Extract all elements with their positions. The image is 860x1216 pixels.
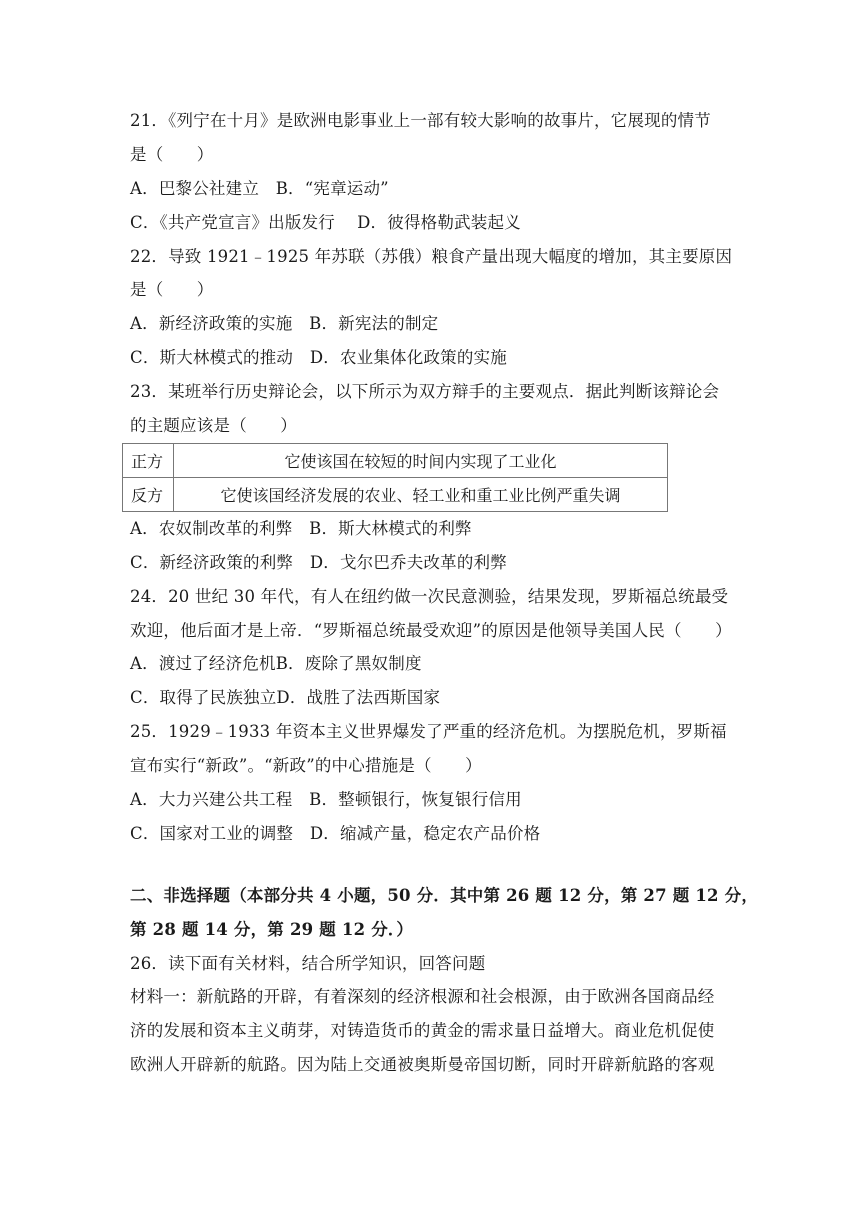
question-23-options-cd: C．新经济政策的利弊 D．戈尔巴乔夫改革的利弊	[130, 552, 507, 572]
section-2-heading-line-1: 二、非选择题（本部分共 4 小题，50 分．其中第 26 题 12 分，第 27 题 12 分，	[130, 885, 759, 905]
debate-table	[122, 443, 668, 512]
question-21-stem-line-1: 21．《列宁在十月》是欧洲电影事业上一部有较大影响的故事片，它展现的情节	[130, 111, 711, 130]
question-22-stem-line-1: 22．导致 1921﹣1925 年苏联（苏俄）粮食产量出现大幅度的增加，其主要原因	[130, 246, 733, 266]
section-spacer	[130, 851, 730, 879]
question-21	[130, 104, 730, 240]
debate-row-pro	[123, 443, 668, 477]
question-21-options-cd: C．《共产党宣言》出版发行 D．彼得格勒武装起义	[130, 212, 521, 232]
debate-con-label: 反方	[123, 477, 174, 511]
material-1-line-1: 材料一：新航路的开辟，有着深刻的经济根源和社会根源，由于欧洲各国商品经	[130, 987, 715, 1007]
question-23-stem-line-2: 的主题应该是（ ）	[130, 416, 297, 436]
question-23-options-ab: A．农奴制改革的利弊 B．斯大林模式的利弊	[130, 518, 472, 538]
question-24-stem-line-1: 24．20 世纪 30 年代，有人在纽约做一次民意测验，结果发现，罗斯福总统最受	[130, 586, 729, 606]
question-24	[130, 580, 730, 716]
question-24-options-cd: C．取得了民族独立D．战胜了法西斯国家	[130, 688, 441, 708]
question-22-options-cd: C．斯大林模式的推动 D．农业集体化政策的实施	[130, 348, 507, 368]
section-2-heading-line-2: 第 28 题 14 分，第 29 题 12 分．）	[130, 919, 414, 939]
question-23	[130, 375, 730, 580]
debate-pro-label: 正方	[123, 443, 174, 477]
section-2	[130, 879, 759, 1082]
question-25-stem-line-1: 25．1929﹣1933 年资本主义世界爆发了严重的经济危机。为摆脱危机，罗斯福	[130, 722, 727, 742]
exam-page	[130, 104, 759, 1082]
debate-row-con	[123, 477, 668, 511]
question-26-prompt: 26．读下面有关材料，结合所学知识，回答问题	[130, 953, 486, 973]
debate-pro-view: 它使该国在较短的时间内实现了工业化	[174, 443, 668, 477]
question-21-stem-line-2: 是（ ）	[130, 144, 214, 164]
material-1-line-3: 欧洲人开辟新的航路。因为陆上交通被奥斯曼帝国切断，同时开辟新航路的客观	[130, 1055, 715, 1075]
material-1-line-2: 济的发展和资本主义萌芽，对铸造货币的黄金的需求量日益增大。商业危机促使	[130, 1021, 715, 1041]
question-24-stem-line-2: 欢迎，他后面才是上帝．“罗斯福总统最受欢迎”的原因是他领导美国人民（ ）	[130, 620, 732, 640]
question-24-options-ab: A．渡过了经济危机B．废除了黑奴制度	[130, 654, 422, 674]
debate-con-view: 它使该国经济发展的农业、轻工业和重工业比例严重失调	[174, 477, 668, 511]
question-25-options-cd: C．国家对工业的调整 D．缩减产量，稳定农产品价格	[130, 823, 541, 843]
question-25-stem-line-2: 宣布实行“新政”。“新政”的中心措施是（ ）	[130, 756, 482, 776]
question-21-options-ab: A．巴黎公社建立 B．“宪章运动”	[130, 178, 389, 198]
question-25-options-ab: A．大力兴建公共工程 B．整顿银行，恢复银行信用	[130, 790, 522, 810]
question-22-stem-line-2: 是（ ）	[130, 280, 214, 300]
question-25	[130, 715, 730, 851]
question-23-stem-line-1: 23．某班举行历史辩论会，以下所示为双方辩手的主要观点．据此判断该辩论会	[130, 382, 720, 402]
question-22-options-ab: A．新经济政策的实施 B．新宪法的制定	[130, 314, 439, 334]
question-22	[130, 240, 733, 376]
